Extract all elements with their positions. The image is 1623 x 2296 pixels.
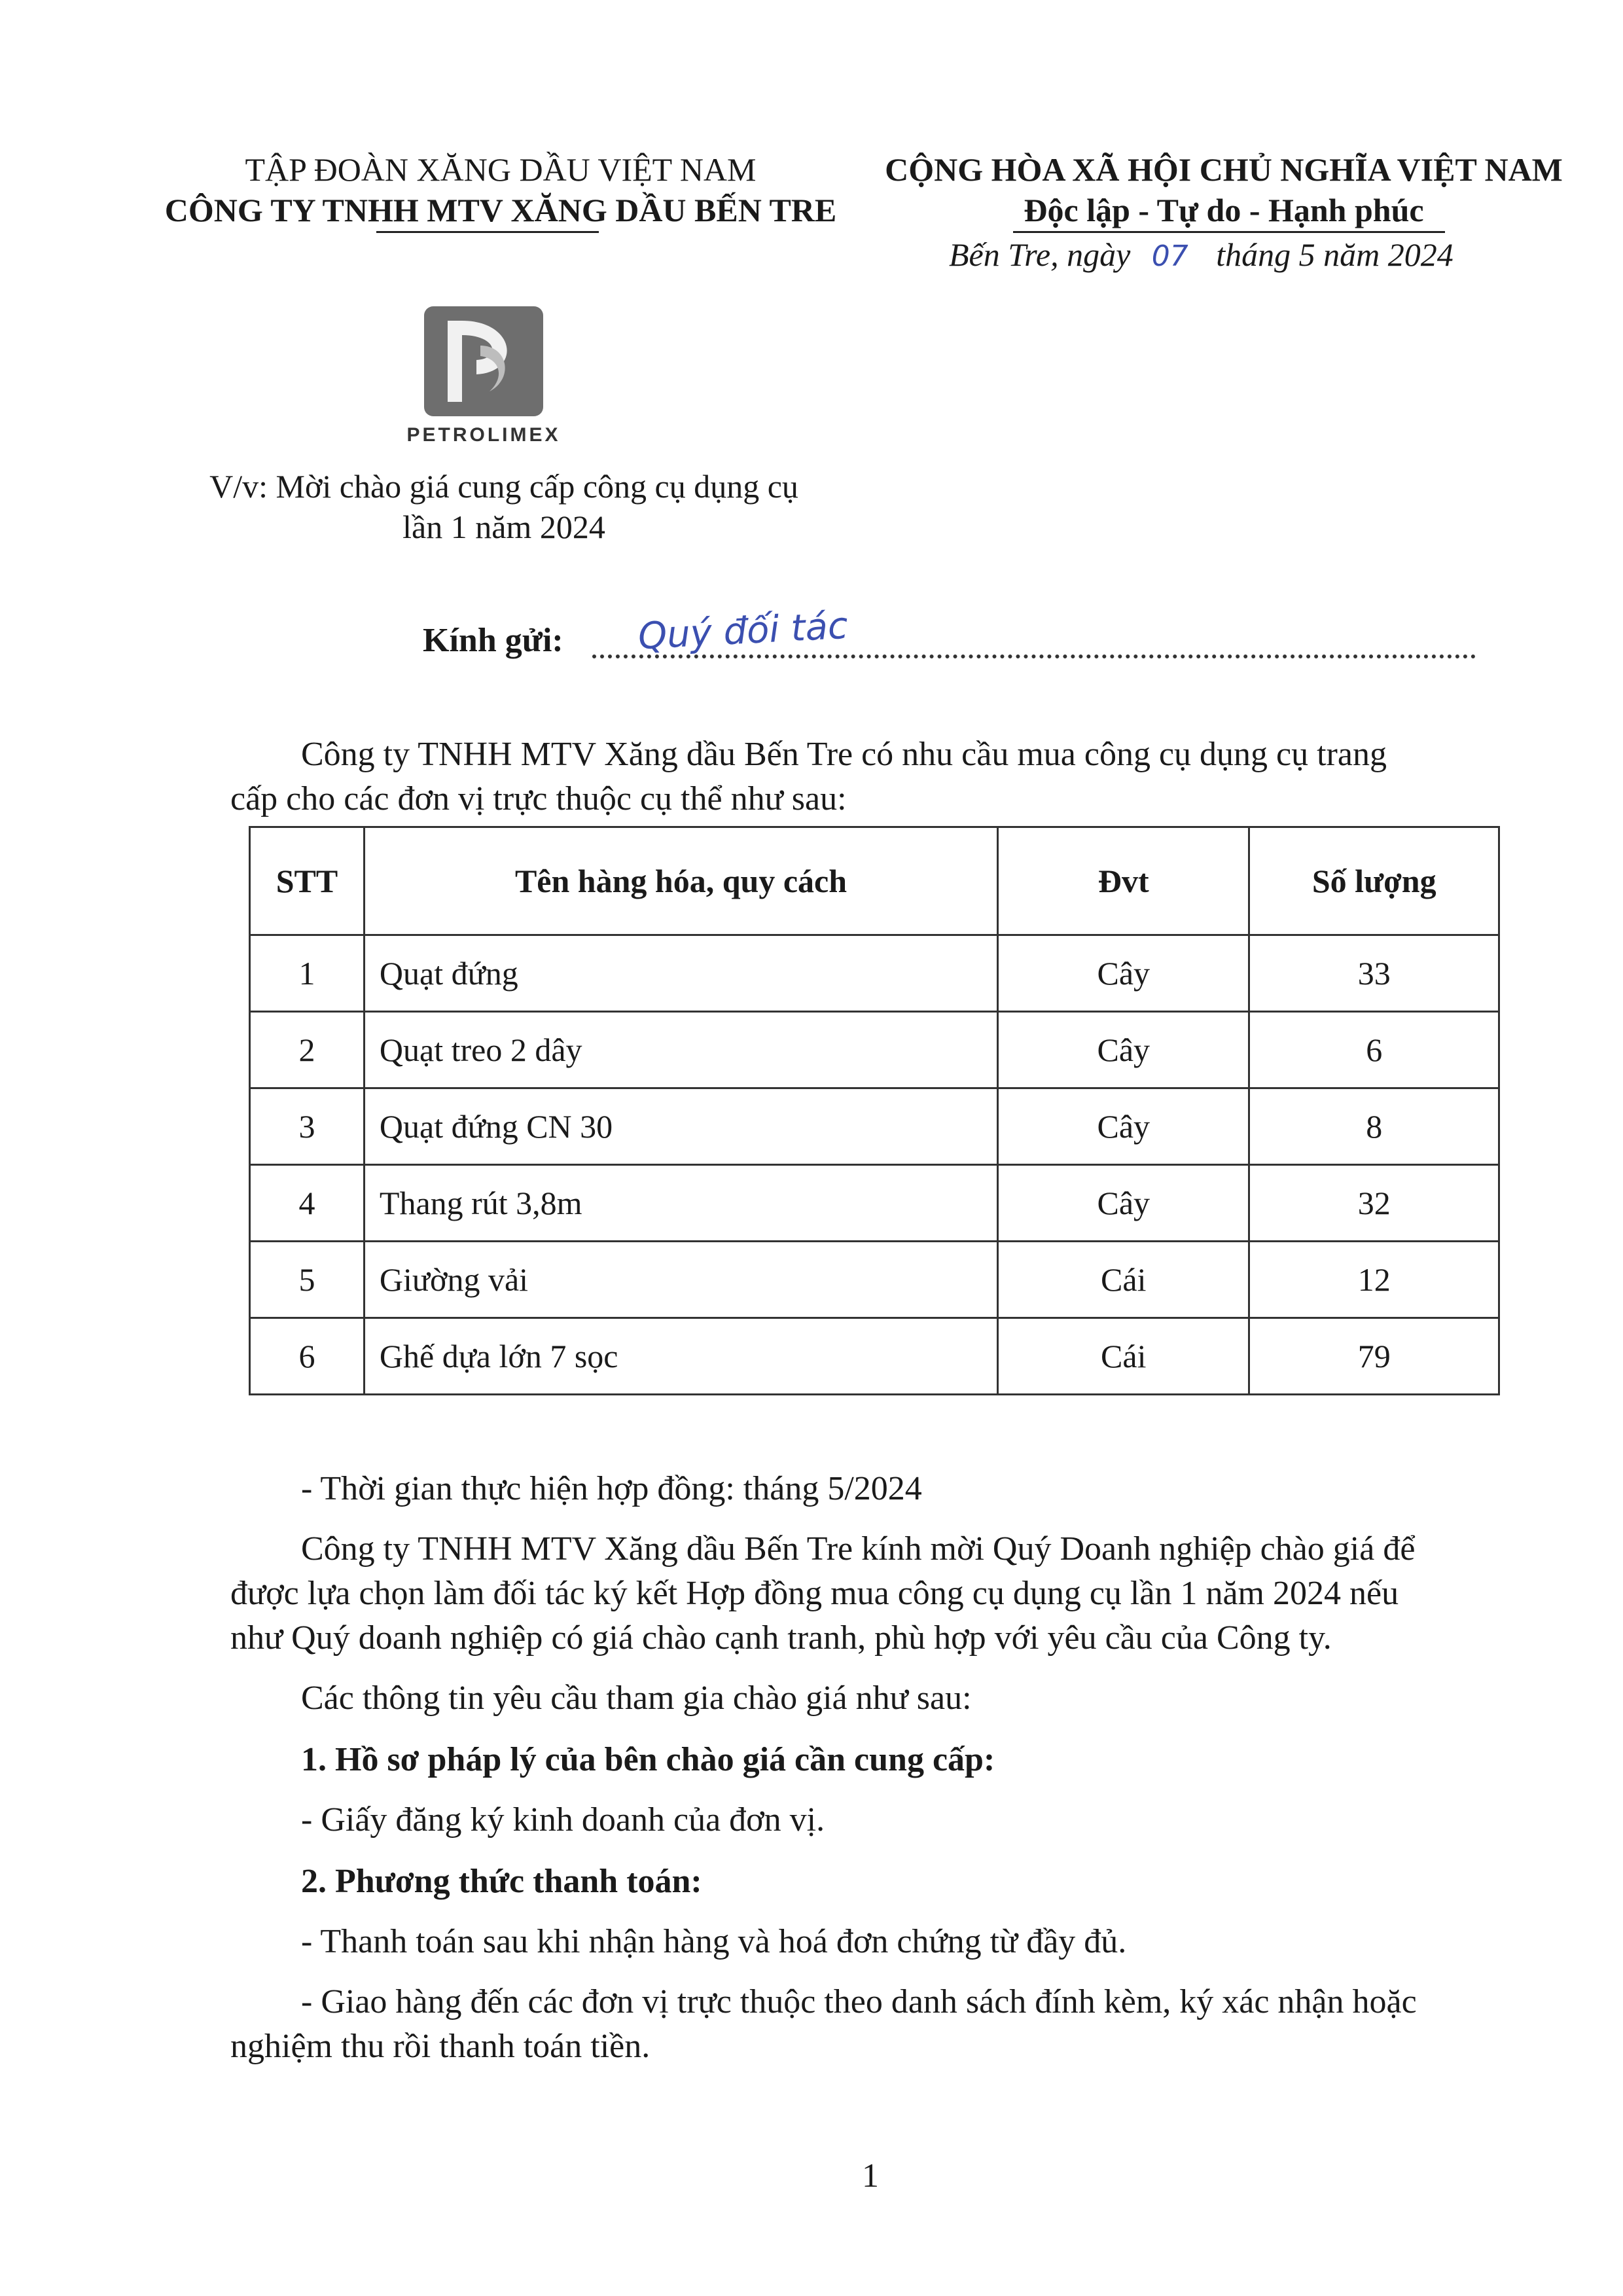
cell-unit: Cây — [998, 1088, 1249, 1165]
date-prefix: Bến Tre, ngày — [949, 236, 1131, 273]
cell-item-name: Giường vải — [364, 1242, 997, 1318]
cell-quantity: 12 — [1249, 1242, 1499, 1318]
section-1-item: - Giấy đăng ký kinh doanh của đơn vị. — [301, 1801, 825, 1839]
table-header-row — [250, 827, 1499, 935]
cell-quantity: 6 — [1249, 1012, 1499, 1088]
cell-unit: Cái — [998, 1318, 1249, 1395]
table-row — [250, 1165, 1499, 1242]
table-row — [250, 1012, 1499, 1088]
motto-underline — [1013, 231, 1445, 233]
petrolimex-logo-icon — [424, 306, 543, 416]
goods-table — [249, 826, 1500, 1395]
table-row — [250, 935, 1499, 1012]
contract-time: - Thời gian thực hiện hợp đồng: tháng 5/2024 — [301, 1470, 922, 1507]
intro-line-2: cấp cho các đơn vị trực thuộc cụ thể như sau: — [230, 780, 847, 817]
date-day-handwritten: 07 — [1151, 240, 1188, 273]
invitation-line-2: được lựa chọn làm đối tác ký kết Hợp đồng mua công cụ dụng cụ lần 1 năm 2024 nếu — [230, 1575, 1399, 1612]
recipient-handwritten: Quý đối tác — [637, 604, 849, 658]
cell-item-name: Quạt đứng — [364, 935, 997, 1012]
section-2-heading: 2. Phương thức thanh toán: — [301, 1863, 702, 1900]
date-suffix: tháng 5 năm 2024 — [1216, 236, 1454, 273]
cell-quantity: 32 — [1249, 1165, 1499, 1242]
invitation-line-3: như Quý doanh nghiệp có giá chào cạnh tranh, phù hợp với yêu cầu của Công ty. — [230, 1619, 1332, 1657]
cell-stt: 2 — [250, 1012, 365, 1088]
cell-unit: Cái — [998, 1242, 1249, 1318]
recipient-label: Kính gửi: — [423, 622, 563, 659]
national-motto: Độc lập - Tự do - Hạnh phúc — [1024, 192, 1424, 228]
header-item-name: Tên hàng hóa, quy cách — [364, 827, 997, 935]
header-unit: Đvt — [998, 827, 1249, 935]
cell-stt: 1 — [250, 935, 365, 1012]
section-2-item-2-line-1: - Giao hàng đến các đơn vị trực thuộc theo danh sách đính kèm, ký xác nhận hoặc — [301, 1983, 1417, 2020]
cell-stt: 6 — [250, 1318, 365, 1395]
requirements-intro: Các thông tin yêu cầu tham gia chào giá như sau: — [301, 1679, 972, 1717]
place-date — [949, 234, 1538, 277]
cell-unit: Cây — [998, 1012, 1249, 1088]
table-row — [250, 1318, 1499, 1395]
cell-quantity: 33 — [1249, 935, 1499, 1012]
cell-quantity: 79 — [1249, 1318, 1499, 1395]
header-quantity: Số lượng — [1249, 827, 1499, 935]
cell-stt: 5 — [250, 1242, 365, 1318]
section-2-item-2-line-2: nghiệm thu rồi thanh toán tiền. — [230, 2028, 651, 2065]
logo-text: PETROLIMEX — [406, 424, 561, 446]
cell-item-name: Ghế dựa lớn 7 sọc — [364, 1318, 997, 1395]
section-2-item-1: - Thanh toán sau khi nhận hàng và hoá đơn chứng từ đầy đủ. — [301, 1923, 1127, 1960]
invitation-line-1: Công ty TNHH MTV Xăng dầu Bến Tre kính mời Quý Doanh nghiệp chào giá để — [301, 1530, 1416, 1568]
table-row — [250, 1088, 1499, 1165]
table-row — [250, 1242, 1499, 1318]
cell-unit: Cây — [998, 935, 1249, 1012]
page-number: 1 — [862, 2157, 879, 2195]
subject-line-2: lần 1 năm 2024 — [402, 509, 605, 545]
cell-quantity: 8 — [1249, 1088, 1499, 1165]
cell-unit: Cây — [998, 1165, 1249, 1242]
intro-line-1: Công ty TNHH MTV Xăng dầu Bến Tre có nhu cầu mua công cụ dụng cụ trang — [301, 736, 1387, 773]
cell-stt: 4 — [250, 1165, 365, 1242]
company-underline — [376, 231, 599, 233]
cell-item-name: Quạt treo 2 dây — [364, 1012, 997, 1088]
section-1-heading: 1. Hồ sơ pháp lý của bên chào giá cần cung cấp: — [301, 1741, 995, 1778]
subject-line-1: V/v: Mời chào giá cung cấp công cụ dụng cụ — [209, 468, 798, 505]
cell-item-name: Thang rút 3,8m — [364, 1165, 997, 1242]
group-name: TẬP ĐOÀN XĂNG DẦU VIỆT NAM — [245, 151, 757, 188]
header-stt: STT — [250, 827, 365, 935]
country-name: CỘNG HÒA XÃ HỘI CHỦ NGHĨA VIỆT NAM — [885, 151, 1563, 188]
cell-item-name: Quạt đứng CN 30 — [364, 1088, 997, 1165]
cell-stt: 3 — [250, 1088, 365, 1165]
company-name: CÔNG TY TNHH MTV XĂNG DẦU BẾN TRE — [164, 192, 837, 228]
